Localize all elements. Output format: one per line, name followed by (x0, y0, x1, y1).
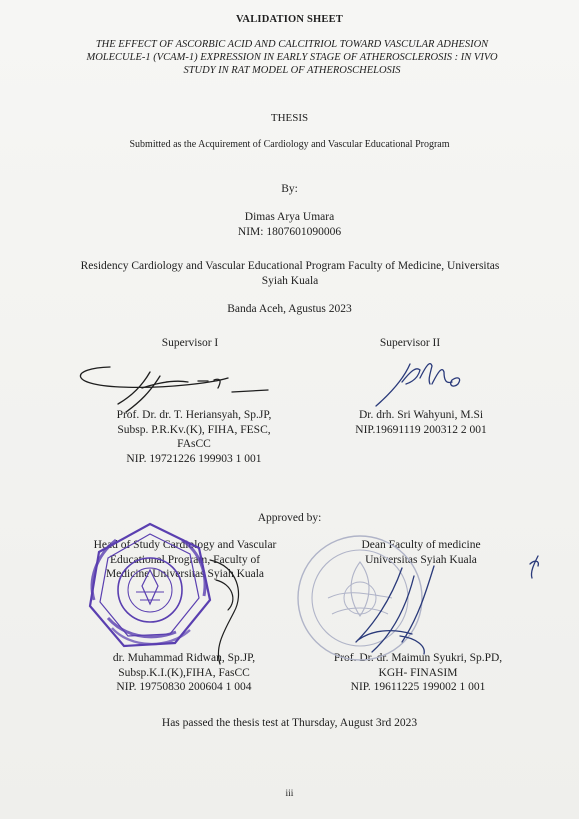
program-stamp (90, 524, 210, 646)
head-title-line-3: Medicine Universitas Syiah Kuala (105, 568, 265, 580)
dean-title-line-2: Universitas Syiah Kuala (365, 553, 477, 566)
page-number: iii (285, 789, 294, 799)
supervisor-2-nip: NIP.19691119 200312 2 001 (355, 423, 487, 436)
dean-signature (356, 556, 538, 654)
author-nim: NIM: 1807601090006 (237, 226, 342, 238)
by-label: By: (281, 183, 298, 195)
supervisor-1-name-line-1: Prof. Dr. dr. T. Heriansyah, Sp.JP, (116, 409, 272, 421)
head-name-line-2: Subsp.K.I.(K),FIHA, FasCC (118, 666, 250, 679)
author-name: Dimas Arya Umara (244, 211, 335, 223)
supervisor-2-signature (376, 364, 460, 406)
dean-name-line-1: Prof. Dr. dr. Maimun Syukri, Sp.PD, (333, 652, 503, 664)
supervisor-1-name-line-3: FAsCC (177, 438, 211, 450)
supervisor-2-name: Dr. drh. Sri Wahyuni, M.Si (358, 409, 484, 421)
dean-nip: NIP. 19611225 199002 1 001 (350, 681, 486, 693)
document-title: VALIDATION SHEET (236, 14, 343, 25)
supervisor-1-name-line-2: Subsp. P.R.Kv.(K), FIHA, FESC, (117, 423, 271, 436)
head-title-line-1: Head of Study Cardiology and Vascular (93, 539, 277, 551)
approved-by-label: Approved by: (257, 512, 322, 524)
place-date: Banda Aceh, Agustus 2023 (227, 303, 352, 315)
document-type: THESIS (270, 112, 309, 124)
head-name-line-1: dr. Muhammad Ridwan, Sp.JP, (112, 652, 256, 664)
submission-statement: Submitted as the Acquirement of Cardiology and Vascular Educational Program (129, 139, 450, 150)
supervisor-1-signature (80, 367, 268, 412)
thesis-title: THE EFFECT OF ASCORBIC ACID AND CALCITRIOL TOWARD VASCULAR ADHESION MOLECULE-1 (VCAM-1) EXPRESSION IN EARLY STAGE OF ATHEROSCLEROSIS : IN VIVO STUDY IN RAT MODEL OF ATHEROSCHELOSIS (86, 39, 498, 76)
institution: Residency Cardiology and Vascular Educational Program Faculty of Medicine, Universitas Syiah Kuala (80, 260, 500, 287)
head-nip: NIP. 19750830 200604 1 004 (116, 681, 252, 693)
passed-statement: Has passed the thesis test at Thursday, August 3rd 2023 (161, 717, 418, 729)
faculty-stamp (298, 536, 422, 660)
head-of-program-signature (210, 560, 239, 664)
head-title-line-2: Educational Program, Faculty of (109, 553, 261, 566)
supervisor-1-nip: NIP. 19721226 199903 1 001 (126, 452, 262, 465)
supervisor-2-role: Supervisor II (379, 337, 441, 349)
dean-name-line-2: KGH- FINASIM (378, 666, 458, 679)
supervisor-1-role: Supervisor I (161, 337, 219, 349)
dean-title-line-1: Dean Faculty of medicine (361, 539, 481, 551)
